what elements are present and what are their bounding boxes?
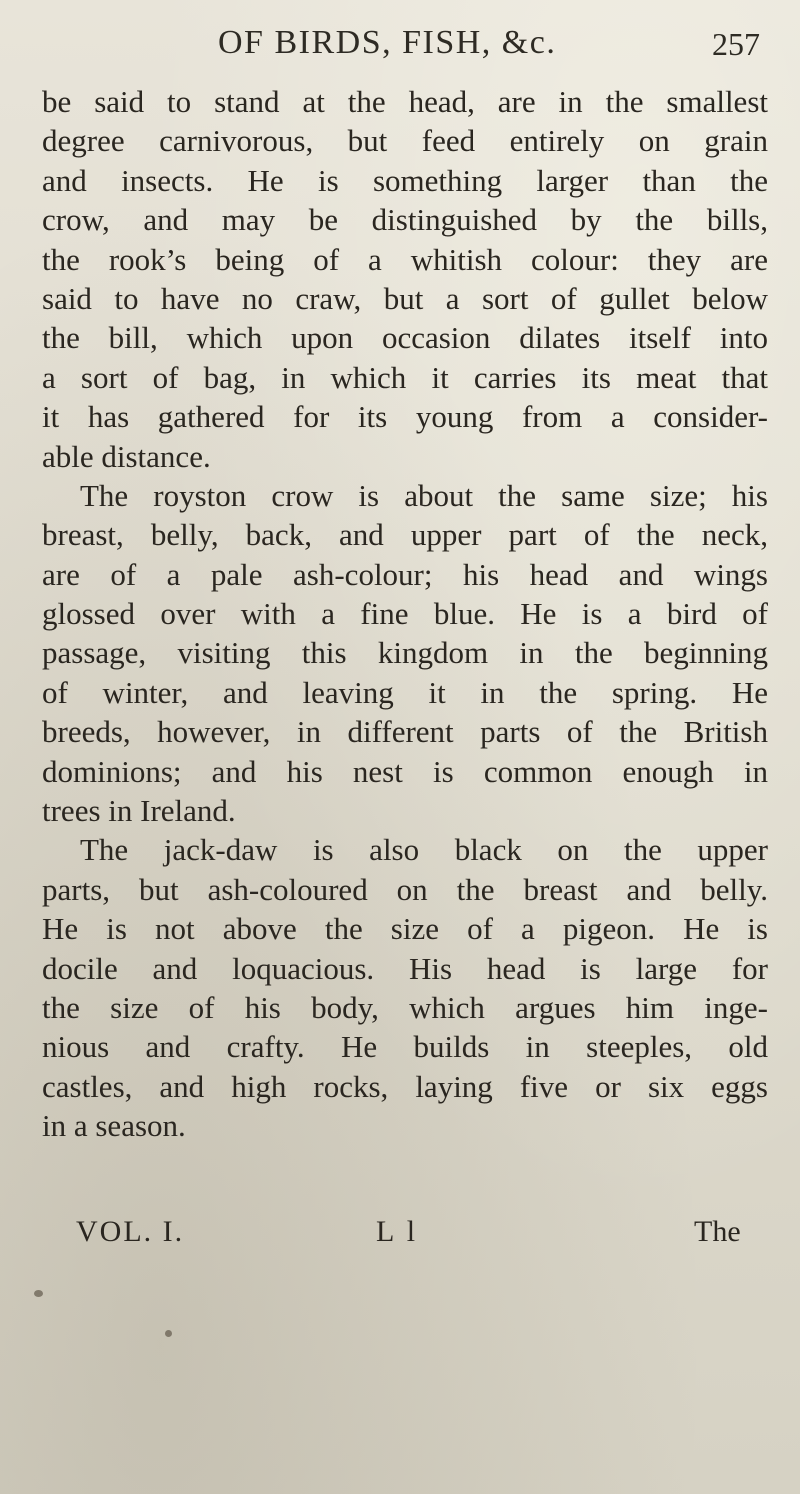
text-line: are of a pale ash-colour; his head and wings <box>42 556 768 592</box>
text-line: breast, belly, back, and upper part of the neck, <box>42 517 768 553</box>
body-text <box>42 82 768 1146</box>
text-line: crow, and may be distinguished by the bills, <box>42 202 768 238</box>
text-line: The royston crow is about the same size; his <box>80 477 768 513</box>
catchword: The <box>694 1215 741 1248</box>
running-head <box>0 24 800 64</box>
ink-blot-decoration <box>34 1290 43 1297</box>
ink-blot-decoration <box>165 1330 172 1337</box>
text-line: be said to stand at the head, are in the smallest <box>42 84 768 119</box>
text-line: and insects. He is something larger than the <box>42 162 768 198</box>
text-line: said to have no craw, but a sort of gullet below <box>42 280 768 316</box>
text-line: in a season. <box>42 1108 186 1144</box>
text-line: the size of his body, which argues him inge- <box>42 989 768 1025</box>
text-line: able distance. <box>42 438 211 474</box>
text-line: He is not above the size of a pigeon. He is <box>42 911 768 947</box>
text-line: it has gathered for its young from a consider- <box>42 399 768 435</box>
text-line: castles, and high rocks, laying five or six eggs <box>42 1068 768 1104</box>
text-line: the bill, which upon occasion dilates itself into <box>42 320 768 356</box>
volume-signature: VOL. I. <box>76 1215 185 1248</box>
text-line: The jack-daw is also black on the upper <box>80 832 768 868</box>
text-line: docile and loquacious. His head is large for <box>42 950 768 986</box>
text-line: of winter, and leaving it in the spring. He <box>42 674 768 710</box>
running-title: OF BIRDS, FISH, &c. <box>218 24 557 61</box>
text-line: passage, visiting this kingdom in the beginning <box>42 635 768 671</box>
text-line: trees in Ireland. <box>42 793 236 829</box>
page-number: 257 <box>712 26 760 62</box>
page-footer <box>0 1215 800 1255</box>
text-line: dominions; and his nest is common enough in <box>42 753 768 789</box>
text-line: breeds, however, in different parts of the British <box>42 714 768 750</box>
text-line: degree carnivorous, but feed entirely on grain <box>42 123 768 159</box>
text-line: nious and crafty. He builds in steeples, old <box>42 1029 768 1065</box>
signature-mark: L l <box>376 1215 419 1248</box>
text-line: a sort of bag, in which it carries its meat that <box>42 359 768 395</box>
text-line: parts, but ash-coloured on the breast and belly. <box>42 871 768 907</box>
text-line: glossed over with a fine blue. He is a bird of <box>42 596 768 632</box>
text-line: the rook’s being of a whitish colour: they are <box>42 241 768 277</box>
